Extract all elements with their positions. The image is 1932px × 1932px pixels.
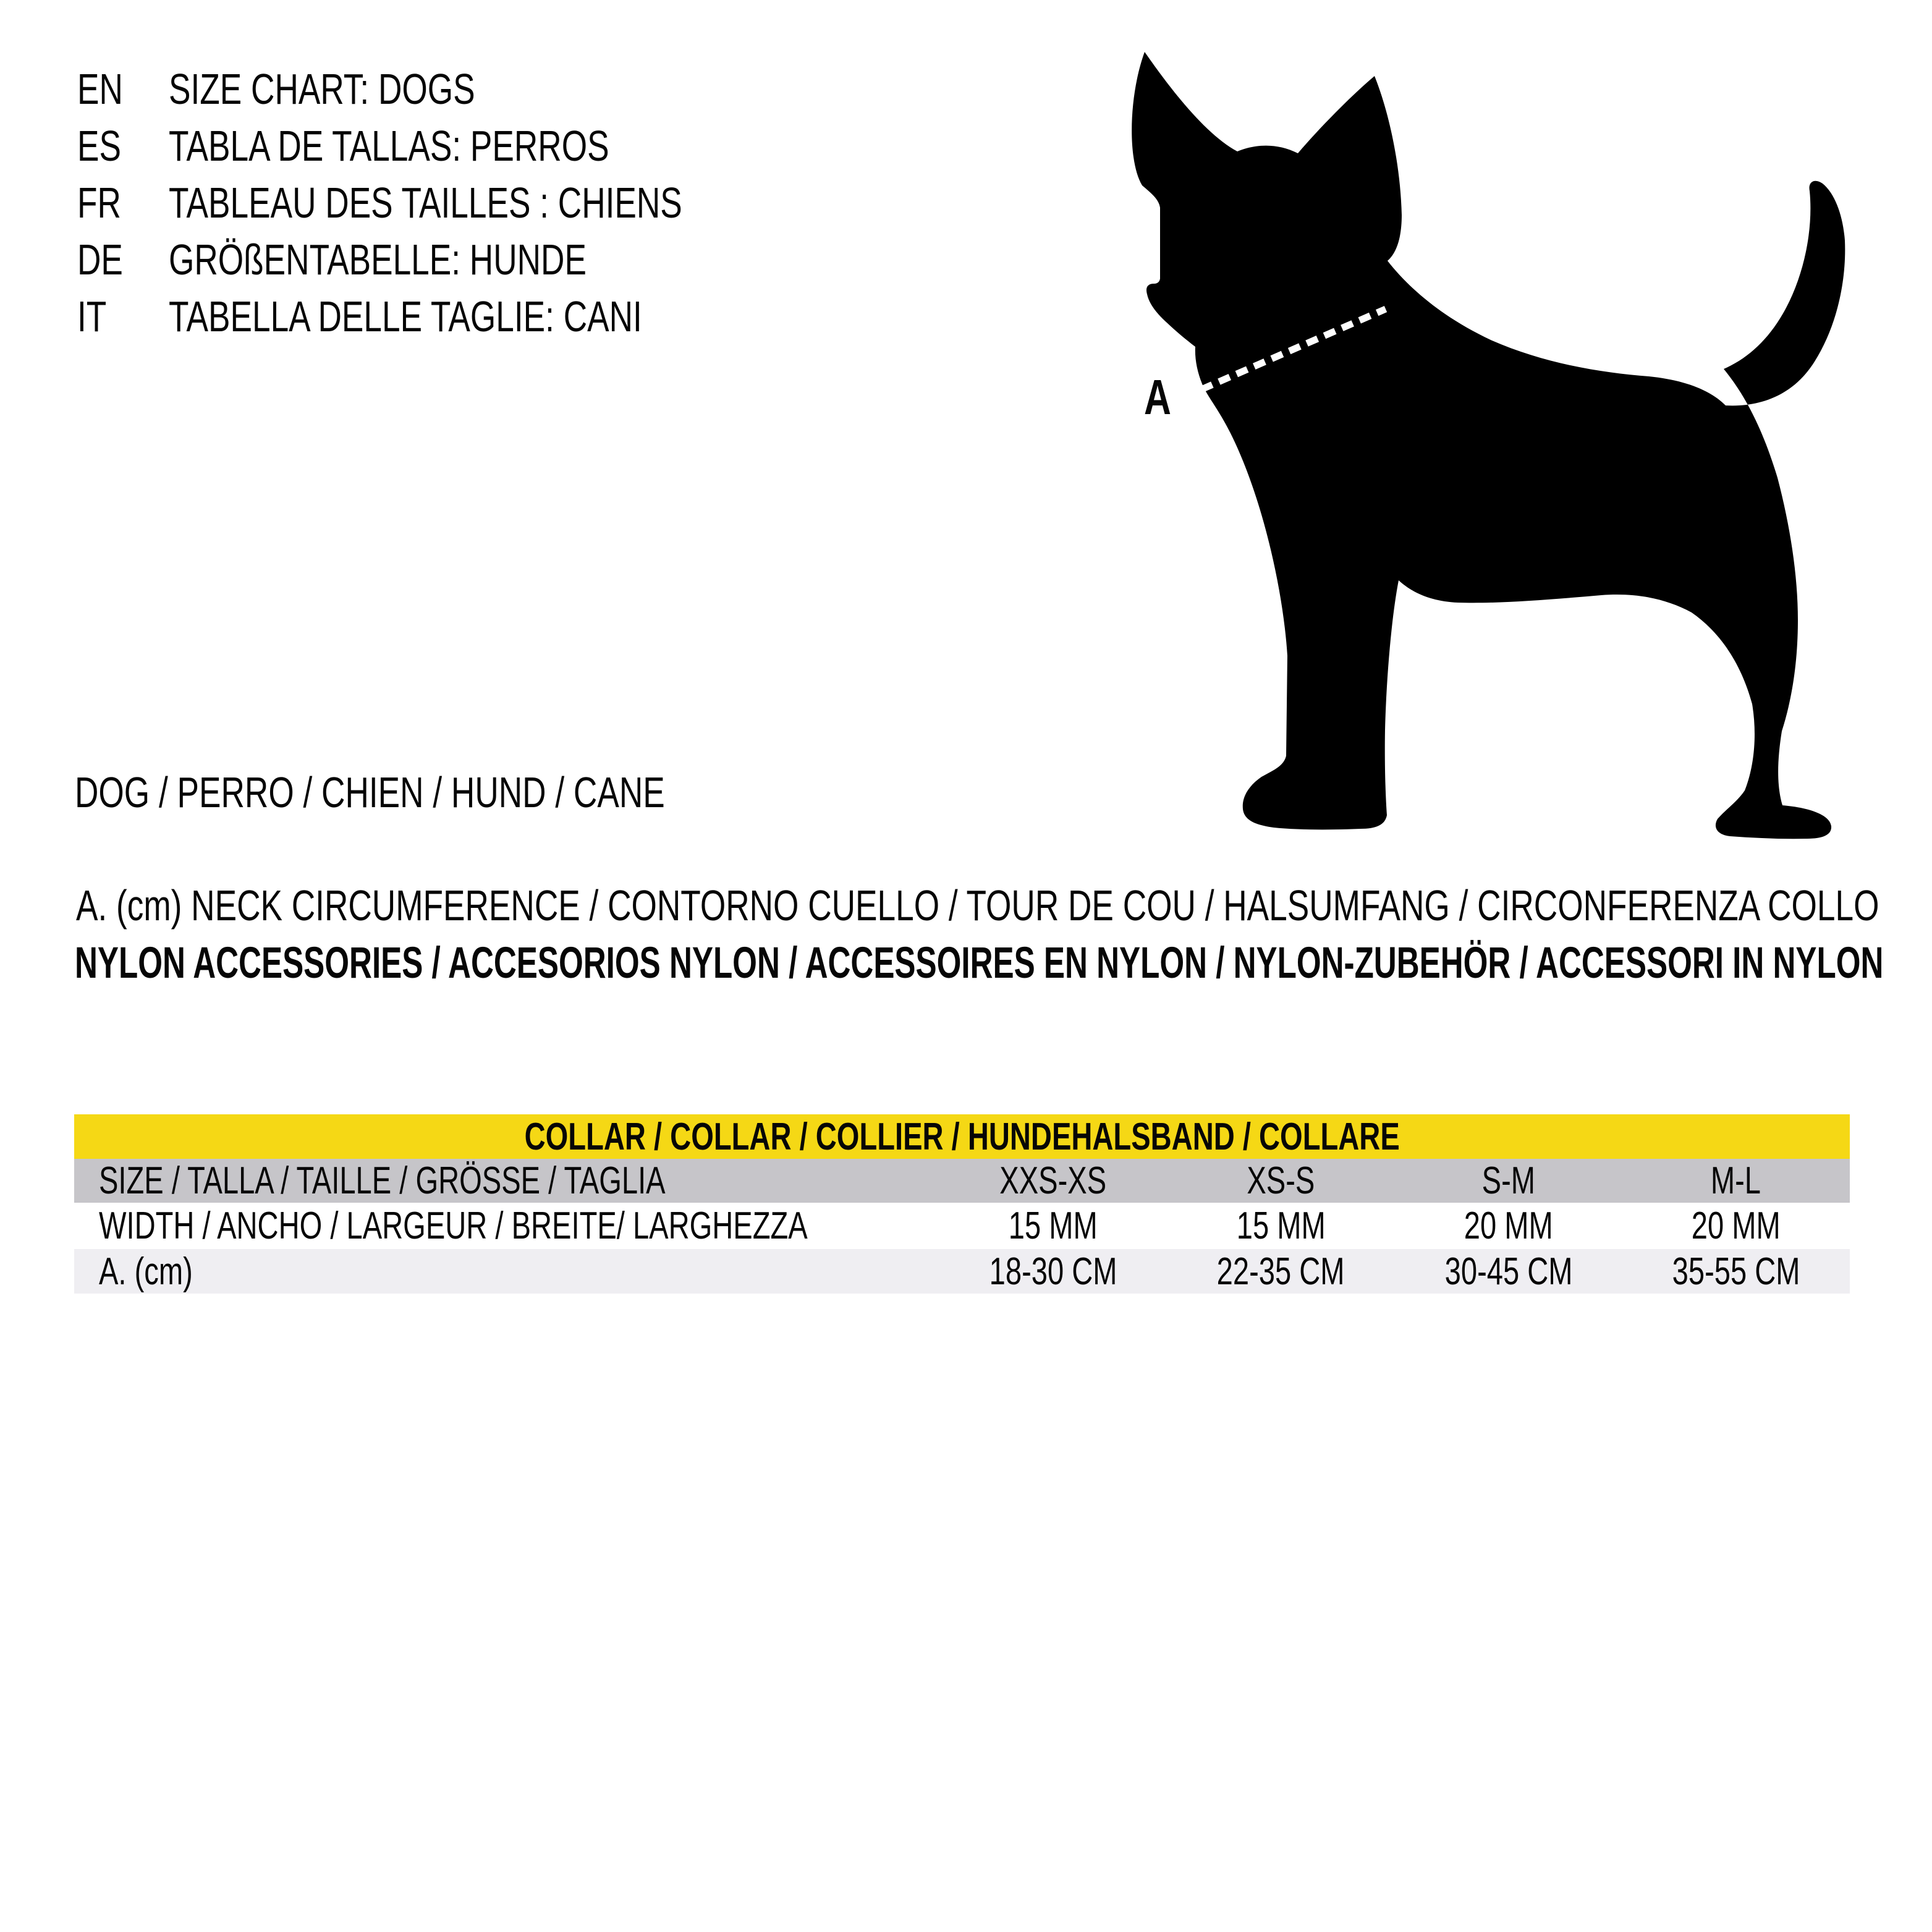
neck-col-3: 30-45 CM bbox=[1444, 1250, 1573, 1293]
size-col-2: XS-S bbox=[1247, 1159, 1315, 1202]
lang-code-es: ES bbox=[77, 122, 121, 170]
lang-code-fr: FR bbox=[77, 179, 121, 227]
lang-title-es: TABLA DE TALLAS: PERROS bbox=[169, 122, 609, 170]
width-col-1: 15 MM bbox=[1009, 1205, 1098, 1247]
lang-title-de: GRÖßENTABELLE: HUNDE bbox=[169, 235, 587, 284]
width-col-2: 15 MM bbox=[1236, 1205, 1326, 1247]
language-title-list bbox=[77, 61, 844, 345]
lang-row-en bbox=[77, 61, 844, 117]
table-header-text: COLLAR / COLLAR / COLLIER / HUNDEHALSBAND / COLLARE bbox=[524, 1115, 1400, 1158]
table-row-size bbox=[74, 1159, 1850, 1203]
size-col-1: XXS-XS bbox=[999, 1159, 1107, 1202]
table-row-neck bbox=[74, 1249, 1850, 1294]
table-row-width bbox=[74, 1203, 1850, 1249]
lang-row-es bbox=[77, 117, 844, 174]
size-col-4: M-L bbox=[1711, 1159, 1761, 1202]
neck-col-1: 18-30 CM bbox=[989, 1250, 1117, 1293]
width-col-3: 20 MM bbox=[1464, 1205, 1553, 1247]
lang-code-de: DE bbox=[77, 235, 123, 284]
lang-row-it bbox=[77, 288, 844, 345]
neck-measure-note: A. (cm) NECK CIRCUMFERENCE / CONTORNO CUELLO / TOUR DE COU / HALSUMFANG / CIRCONFERENZA COLLO bbox=[76, 881, 1879, 930]
measure-a-label: A bbox=[1144, 370, 1171, 425]
lang-title-fr: TABLEAU DES TAILLES : CHIENS bbox=[169, 179, 682, 227]
dog-silhouette-figure bbox=[1106, 37, 1860, 847]
lang-code-en: EN bbox=[77, 65, 123, 113]
lang-row-de bbox=[77, 231, 844, 288]
table-header-collar bbox=[74, 1114, 1850, 1159]
row-neck-label: A. (cm) bbox=[99, 1250, 193, 1293]
dog-silhouette-icon bbox=[1106, 37, 1860, 847]
dog-caption: DOG / PERRO / CHIEN / HUND / CANE bbox=[75, 768, 665, 816]
row-width-label: WIDTH / ANCHO / LARGEUR / BREITE/ LARGHEZZA bbox=[99, 1205, 808, 1247]
collar-size-table bbox=[74, 1114, 1850, 1294]
lang-title-en: SIZE CHART: DOGS bbox=[169, 65, 475, 113]
width-col-4: 20 MM bbox=[1691, 1205, 1781, 1247]
row-size-label: SIZE / TALLA / TAILLE / GRÖSSE / TAGLIA bbox=[99, 1159, 666, 1202]
nylon-material-note: NYLON ACCESSORIES / ACCESORIOS NYLON / ACCESSOIRES EN NYLON / NYLON-ZUBEHÖR / ACCESSORI IN NYLON bbox=[75, 939, 1884, 988]
lang-row-fr bbox=[77, 174, 844, 231]
neck-col-4: 35-55 CM bbox=[1672, 1250, 1800, 1293]
lang-code-it: IT bbox=[77, 292, 107, 341]
size-col-3: S-M bbox=[1481, 1159, 1535, 1202]
lang-title-it: TABELLA DELLE TAGLIE: CANI bbox=[169, 292, 642, 341]
neck-col-2: 22-35 CM bbox=[1216, 1250, 1345, 1293]
